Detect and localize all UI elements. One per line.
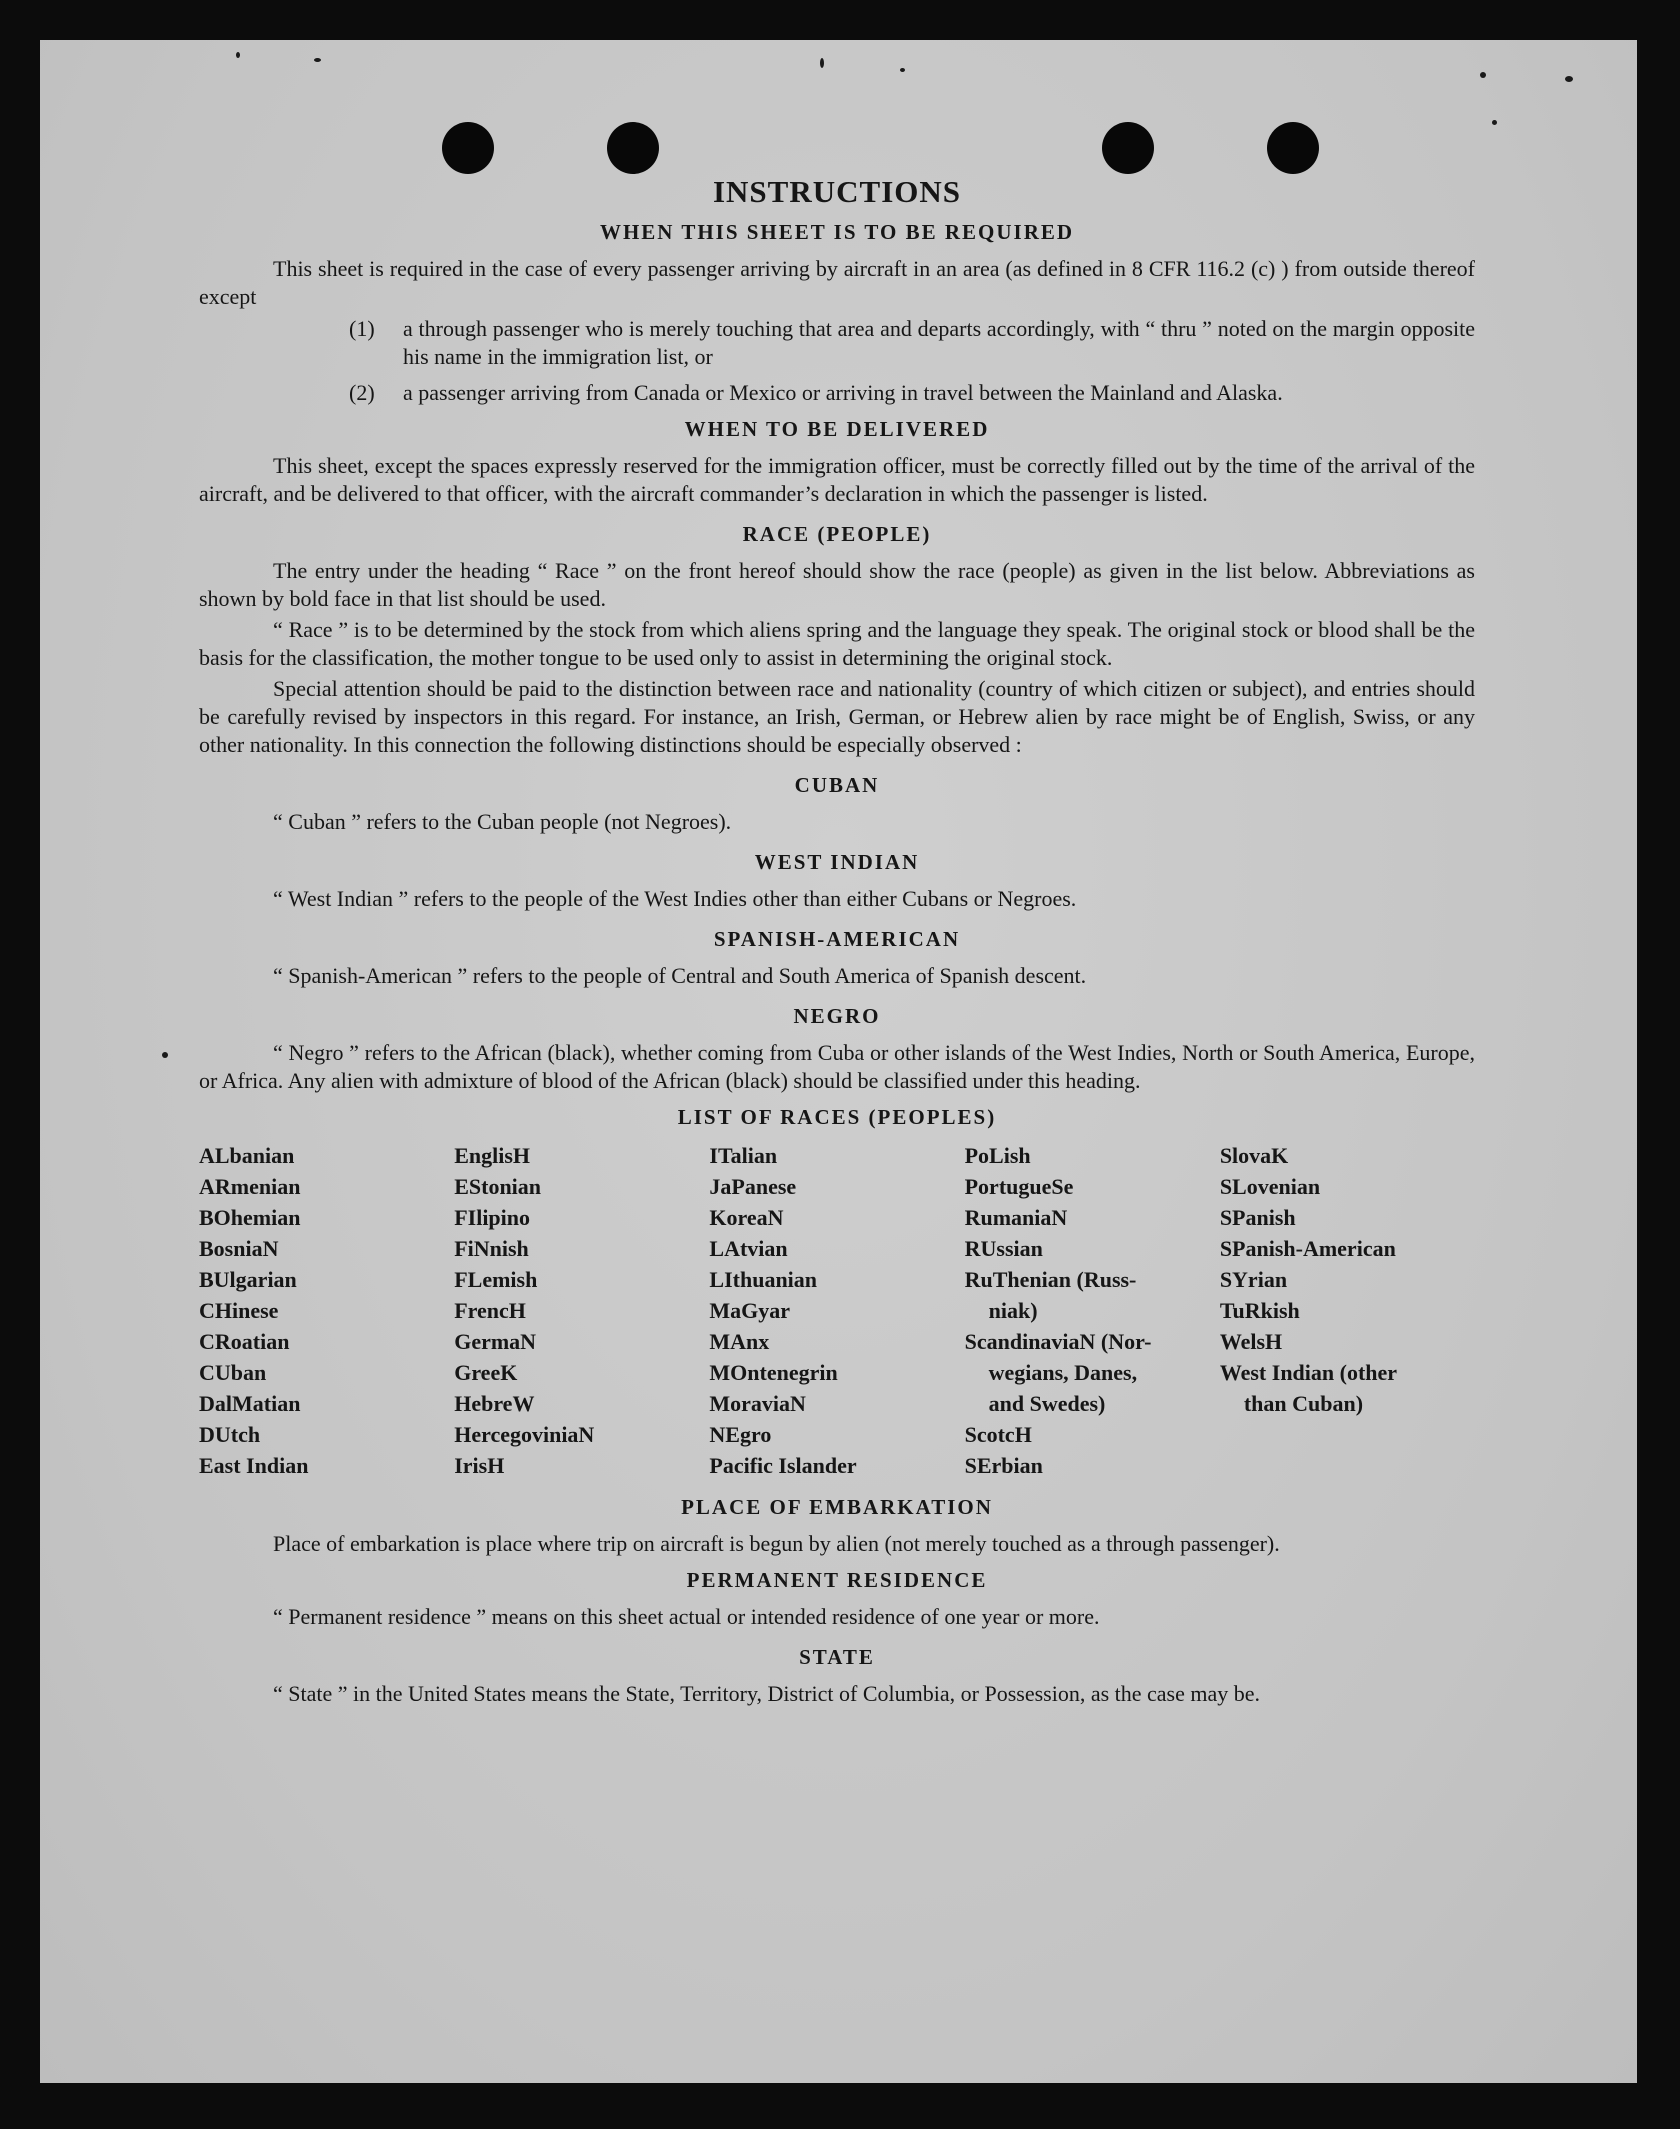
punch-hole [442,122,494,174]
race-entry: GermaN [454,1329,537,1354]
heading-west-indian: WEST INDIAN [754,850,920,874]
race-entry: MoraviaN [709,1391,806,1416]
race-entry: Pacific Islander [709,1453,857,1478]
exception-item [349,315,1475,371]
speck [900,68,905,72]
race-entry: DalMatian [199,1391,301,1416]
race-entry: MOntenegrin [709,1360,838,1385]
race-entry: SErbian [964,1453,1043,1478]
race-entry: BOhemian [199,1205,301,1230]
heading-when-delivered: WHEN TO BE DELIVERED [684,417,990,441]
race-entry: IrisH [454,1453,505,1478]
speck [162,1052,168,1058]
races-list [199,1140,1475,1481]
document-content [199,170,1475,1711]
race-entry: LIthuanian [709,1267,818,1292]
speck [236,52,240,58]
race-entry: FLemish [454,1267,538,1292]
speck [1480,72,1486,78]
race-entry: RUssian [964,1236,1043,1261]
race-entry: EnglisH [454,1143,531,1168]
state-text: “ State ” in the United States means the State, Territory, District of Columbia, or Possession, as the case may be. [273,1681,1261,1706]
race-entry: GreeK [454,1360,518,1385]
speck [820,58,824,68]
heading-list-of-races: LIST OF RACES (PEOPLES) [677,1105,997,1129]
exception-text: a passenger arriving from Canada or Mexico or arriving in travel between the Mainland and Alaska. [403,380,1283,405]
speck [314,58,321,62]
races-column [709,1140,964,1481]
race-entry: SPanish-American [1219,1236,1396,1261]
heading-embarkation: PLACE OF EMBARKATION [681,1495,993,1519]
race-entry: WelsH [1219,1329,1283,1354]
race-entry: LAtvian [709,1236,788,1261]
heading-race: RACE (PEOPLE) [742,522,932,546]
punch-hole [1267,122,1319,174]
race-paragraph: “ Race ” is to be determined by the stock from which aliens spring and the language they speak. The original stock or blood shall be the basis for the classification, the mother tongue to be used only to assist in determining the original stock. [199,617,1475,670]
race-entry: CHinese [199,1298,279,1323]
heading-when-required: WHEN THIS SHEET IS TO BE REQUIRED [599,220,1075,244]
embarkation-text: Place of embarkation is place where trip on aircraft is begun by alien (not merely touched as a through passenger). [273,1531,1280,1556]
race-entry: SlovaK [1219,1143,1289,1168]
heading-cuban: CUBAN [794,773,880,797]
race-entry: ScotcH [964,1422,1032,1447]
required-intro: This sheet is required in the case of every passenger arriving by aircraft in an area (as defined in 8 CFR 116.2 (c) ) from outside thereof except [199,256,1475,309]
race-entry: East Indian [199,1453,309,1478]
heading-negro: NEGRO [793,1004,881,1028]
race-entry: DUtch [199,1422,261,1447]
race-entry: ALbanian [199,1143,295,1168]
negro-text: “ Negro ” refers to the African (black), whether coming from Cuba or other islands of the West Indies, North or South America, Europe, or Africa. Any alien with admixture of blood of the African (black) should be classified under this heading. [199,1040,1475,1093]
race-paragraph: The entry under the heading “ Race ” on the front hereof should show the race (people) as given in the list below. Abbreviations as shown by bold face in that list should be used. [199,558,1475,611]
race-entry: CUban [199,1360,267,1385]
punch-hole [1102,122,1154,174]
race-entry: HercegoviniaN [454,1422,595,1447]
race-paragraph: Special attention should be paid to the distinction between race and nationality (country of which citizen or subject), and entries should be carefully revised by inspectors in this regard. For instance, an Irish, German, or Hebrew alien by race might be of English, Swiss, or any other nationality. In this connection the following distinctions should be especially observed : [199,676,1475,757]
race-entry: niak) [988,1298,1038,1323]
race-entry: RuThenian (Russ- [964,1267,1137,1292]
race-entry: KoreaN [709,1205,784,1230]
race-entry: NEgro [709,1422,772,1447]
race-entry: TuRkish [1219,1298,1300,1323]
race-entry: ARmenian [199,1174,301,1199]
speck [1565,76,1573,82]
exception-number: (1) [349,316,375,341]
race-entry: SLovenian [1219,1174,1321,1199]
document-title: INSTRUCTIONS [712,174,961,209]
heading-state: STATE [799,1645,875,1669]
race-entry: ScandinaviaN (Nor- [964,1329,1152,1354]
races-column [454,1140,709,1481]
cuban-text: “ Cuban ” refers to the Cuban people (not Negroes). [273,809,732,834]
race-entry: BUlgarian [199,1267,297,1292]
race-entry: HebreW [454,1391,535,1416]
heading-permanent-residence: PERMANENT RESIDENCE [686,1568,988,1592]
race-entry: SPanish [1219,1205,1296,1230]
punch-hole [607,122,659,174]
west-indian-text: “ West Indian ” refers to the people of the West Indies other than either Cubans or Negroes. [273,886,1077,911]
race-entry: PortugueSe [964,1174,1074,1199]
exception-item [349,379,1475,407]
race-entry: RumaniaN [964,1205,1068,1230]
races-column [199,1140,454,1481]
exception-text: a through passenger who is merely touching that area and departs accordingly, with “ thru ” noted on the margin opposite his name in the immigration list, or [403,316,1475,369]
race-entry: MaGyar [709,1298,791,1323]
race-entry: FIlipino [454,1205,531,1230]
race-entry: CRoatian [199,1329,290,1354]
speck [1492,120,1497,125]
race-entry: than Cuban) [1243,1391,1364,1416]
race-entry: West Indian (other [1219,1360,1398,1385]
spanish-american-text: “ Spanish-American ” refers to the people of Central and South America of Spanish descent. [273,963,1087,988]
race-entry: and Swedes) [988,1391,1106,1416]
races-column [965,1140,1220,1481]
exception-number: (2) [349,380,375,405]
races-column [1220,1140,1475,1481]
residence-text: “ Permanent residence ” means on this sheet actual or intended residence of one year or more. [273,1604,1100,1629]
race-entry: FrencH [454,1298,526,1323]
race-entry: PoLish [964,1143,1031,1168]
race-entry: BosniaN [199,1236,279,1261]
race-entry: wegians, Danes, [988,1360,1138,1385]
race-entry: JaPanese [709,1174,797,1199]
race-entry: FiNnish [454,1236,529,1261]
race-entry: MAnx [709,1329,770,1354]
race-entry: SYrian [1219,1267,1288,1292]
heading-spanish-american: SPANISH-AMERICAN [713,927,961,951]
race-entry: EStonian [454,1174,542,1199]
delivered-text: This sheet, except the spaces expressly reserved for the immigration officer, must be correctly filled out by the time of the arrival of the aircraft, and be delivered to that officer, with the aircraft commander’s declaration in which the passenger is listed. [199,453,1475,506]
race-entry: ITalian [709,1143,778,1168]
